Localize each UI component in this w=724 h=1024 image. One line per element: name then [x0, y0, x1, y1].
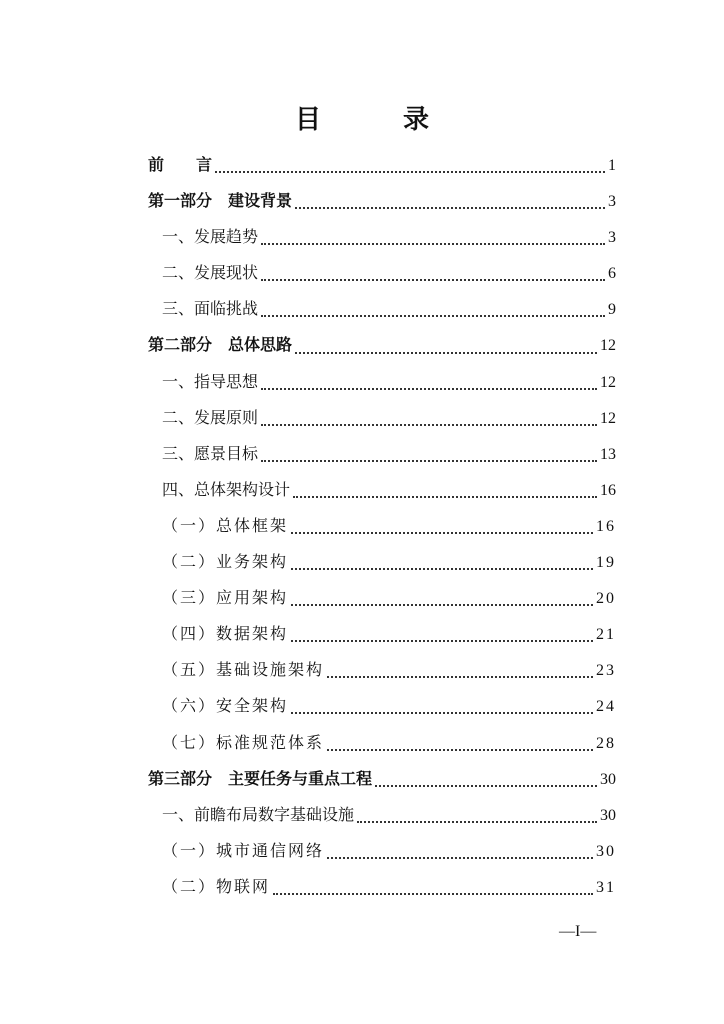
toc-entry-page-number: 30	[600, 806, 616, 824]
toc-entry-page-number: 20	[596, 590, 616, 608]
toc-entry[interactable]	[148, 291, 616, 327]
toc-entry-page-number: 6	[608, 265, 616, 283]
toc-entry-label: 二、发展原则	[162, 407, 259, 427]
toc-entry-page-number: 9	[608, 301, 616, 319]
toc-entry-page-number: 1	[608, 157, 616, 174]
toc-entry-label: 前 言	[148, 155, 213, 174]
toc-entry-label: （一）城市通信网络	[162, 840, 325, 860]
toc-entry-label: （四）数据架构	[162, 624, 289, 644]
toc-entry-page-number: 3	[608, 229, 616, 247]
toc-entry-page-number: 23	[596, 662, 616, 680]
toc-entry[interactable]	[148, 616, 616, 652]
toc-entry-label: （七）标准规范体系	[162, 732, 325, 752]
toc-entry[interactable]	[148, 508, 616, 544]
toc-entry-label: （一）总体框架	[162, 515, 289, 535]
toc-entry-label: 一、前瞻布局数字基础设施	[162, 804, 355, 824]
toc-entry[interactable]	[148, 219, 616, 255]
page-title: 目 录	[294, 105, 457, 135]
toc-entry-label: 三、面临挑战	[162, 299, 259, 319]
toc-entry-label: 第一部分 建设背景	[148, 191, 293, 211]
toc-entry[interactable]	[148, 183, 616, 219]
toc-entry-page-number: 30	[596, 842, 616, 860]
toc-entry[interactable]	[148, 869, 616, 905]
toc-dot-leader	[291, 568, 593, 570]
toc-entry-label: （二）业务架构	[162, 552, 289, 572]
toc-entry-label: 一、发展趋势	[162, 227, 259, 247]
toc-entry[interactable]	[148, 725, 616, 761]
toc-entry-page-number: 24	[596, 698, 616, 716]
page-number: —I—	[559, 923, 597, 940]
toc-entry-page-number: 16	[596, 517, 616, 535]
toc-dot-leader	[261, 243, 605, 245]
toc-dot-leader	[261, 315, 605, 317]
toc-entry[interactable]	[148, 544, 616, 580]
toc-entry-label: （五）基础设施架构	[162, 660, 325, 680]
toc-entry[interactable]	[148, 364, 616, 400]
toc-entry-page-number: 19	[596, 554, 616, 572]
toc-dot-leader	[261, 460, 597, 462]
toc-entry-page-number: 3	[608, 193, 616, 211]
toc-dot-leader	[273, 893, 593, 895]
toc-entry[interactable]	[148, 688, 616, 724]
toc-entry-page-number: 13	[600, 445, 616, 463]
toc-dot-leader	[291, 604, 593, 606]
toc-dot-leader	[215, 171, 605, 173]
toc-dot-leader	[295, 352, 597, 354]
toc-entry[interactable]	[148, 580, 616, 616]
toc-entry-label: （二）物联网	[162, 876, 271, 896]
toc-entry-page-number: 28	[596, 734, 616, 752]
toc-dot-leader	[327, 857, 593, 859]
toc-entry-label: 一、指导思想	[162, 371, 259, 391]
toc-entry-page-number: 16	[600, 481, 616, 499]
toc-entry[interactable]	[148, 436, 616, 472]
toc-entry[interactable]	[148, 255, 616, 291]
toc-dot-leader	[295, 207, 605, 209]
toc-entry-page-number: 31	[596, 878, 616, 896]
toc-dot-leader	[261, 388, 597, 390]
toc-entry[interactable]	[148, 652, 616, 688]
toc-entry-page-number: 30	[600, 770, 616, 788]
toc-entry-label: （三）应用架构	[162, 588, 289, 608]
toc-entry-label: 三、愿景目标	[162, 443, 259, 463]
toc-dot-leader	[261, 279, 605, 281]
toc-dot-leader	[327, 676, 593, 678]
toc-dot-leader	[291, 532, 593, 534]
toc-dot-leader	[375, 785, 597, 787]
toc-entry[interactable]	[148, 833, 616, 869]
toc-entry[interactable]	[148, 327, 616, 363]
toc-dot-leader	[293, 496, 597, 498]
toc-entry-label: 第三部分 主要任务与重点工程	[148, 768, 373, 788]
toc-entry-page-number: 12	[600, 337, 616, 355]
toc-dot-leader	[291, 712, 593, 714]
toc-entry[interactable]	[148, 472, 616, 508]
toc-dot-leader	[291, 640, 593, 642]
toc-entry-label: 四、总体架构设计	[162, 479, 291, 499]
toc-entry-page-number: 12	[600, 409, 616, 427]
toc-dot-leader	[327, 749, 593, 751]
toc-entry[interactable]	[148, 400, 616, 436]
toc-dot-leader	[357, 821, 597, 823]
toc-dot-leader	[261, 424, 597, 426]
toc-entry-label: 第二部分 总体思路	[148, 335, 293, 355]
toc-entry[interactable]	[148, 147, 616, 183]
toc-entry-page-number: 21	[596, 626, 616, 644]
toc-entry[interactable]	[148, 797, 616, 833]
toc-entry-label: （六）安全架构	[162, 696, 289, 716]
toc-entry[interactable]	[148, 761, 616, 797]
toc-entry-page-number: 12	[600, 373, 616, 391]
table-of-contents	[148, 147, 616, 905]
toc-entry-label: 二、发展现状	[162, 263, 259, 283]
